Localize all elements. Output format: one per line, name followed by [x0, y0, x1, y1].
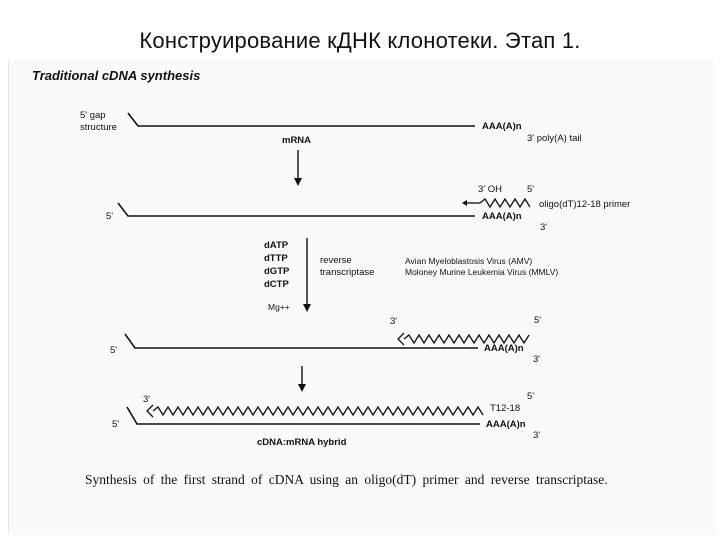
cdna-full-strand: [153, 407, 483, 415]
reagent-dgtp: dGTP: [264, 266, 290, 277]
polya-label-step3: AAA(A)n: [484, 343, 524, 354]
mrna-strand-step1: [128, 113, 475, 126]
step3-three-prime-top: 3': [390, 316, 398, 327]
step2-three-prime: 3': [540, 222, 548, 233]
primer-five-prime-label: 5': [527, 184, 535, 195]
step2-five-prime: 5': [106, 211, 114, 222]
primer-arrow-head: [462, 200, 467, 206]
figure-caption: Synthesis of the first strand of cDNA using an oligo(dT) primer and reverse transcriptase.: [85, 472, 608, 487]
arrow-3-head: [298, 384, 306, 392]
step4-five-prime-top: 5': [527, 391, 535, 402]
virus-mmlv: Moloney Murine Leukemia Virus (MMLV): [405, 267, 559, 277]
enzyme-label-2: transcriptase: [320, 267, 375, 278]
reagent-datp: dATP: [264, 240, 289, 251]
reagent-mg: Mg++: [268, 302, 290, 312]
step3-three-prime: 3': [533, 354, 541, 365]
step4-five-prime: 5': [112, 419, 120, 430]
virus-amv: Avian Myeloblastosis Virus (AMV): [405, 256, 533, 266]
slide-title: Конструирование кДНК клонотеки. Этап 1.: [139, 28, 581, 53]
oligo-dt-primer: [480, 199, 530, 207]
gap-structure-label-2: structure: [80, 122, 117, 133]
mrna-strand-step2: [118, 203, 475, 216]
cdna-partial-strand: [404, 335, 529, 343]
step4-three-prime: 3': [533, 430, 541, 441]
enzyme-label-1: reverse: [320, 255, 352, 266]
three-oh-label: 3' OH: [478, 184, 502, 195]
diagram-heading: Traditional cDNA synthesis: [32, 68, 201, 83]
polya-label-step1: AAA(A)n: [482, 121, 522, 132]
polya-tail-label: 3' poly(A) tail: [527, 133, 582, 144]
reagent-dttp: dTTP: [264, 253, 288, 264]
arrow-2-head: [303, 304, 311, 312]
step3-five-prime: 5': [110, 345, 118, 356]
primer-label: oligo(dT)12-18 primer: [539, 199, 631, 210]
reagent-dctp: dCTP: [264, 279, 289, 290]
step4-three-prime-top: 3': [143, 394, 151, 405]
step3-five-prime-top: 5': [534, 315, 542, 326]
polya-label-step2: AAA(A)n: [482, 211, 522, 222]
arrow-1-head: [294, 178, 302, 186]
gap-structure-label-1: 5' gap: [80, 110, 106, 121]
cdna-full-arrow: [147, 405, 153, 417]
cdna-extension-arrow: [398, 333, 404, 345]
mrna-label: mRNA: [282, 135, 312, 146]
hybrid-label: cDNA:mRNA hybrid: [257, 437, 347, 448]
t-label: T12-18: [490, 403, 521, 414]
polya-label-step4: AAA(A)n: [486, 419, 526, 430]
